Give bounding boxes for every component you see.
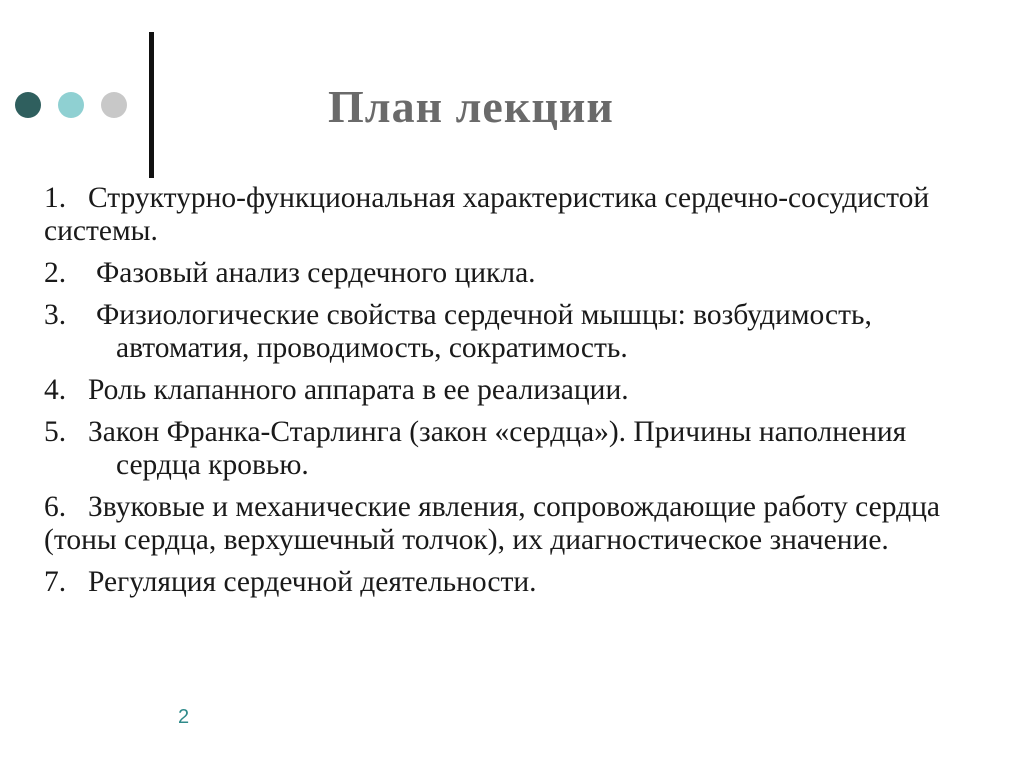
lecture-plan-list [44, 182, 984, 608]
page-number: 2 [178, 706, 190, 728]
list-item [44, 416, 984, 482]
list-item-number: 2. [44, 257, 67, 289]
dark-teal-dot-icon [15, 92, 41, 118]
list-item-number: 7. [44, 566, 67, 598]
list-item-text: Фазовый анализ сердечного цикла. [96, 257, 536, 289]
list-item [44, 299, 984, 365]
list-item-text: Звуковые и механические явления, сопровождающие работу сердца (тоны сердца, верхушечный толчок), их диагностическое значение. [44, 491, 940, 556]
slide-title: План лекции [328, 81, 614, 132]
list-item-number: 1. [44, 182, 67, 214]
list-item-text: Регуляция сердечной деятельности. [88, 566, 537, 598]
list-item-text: Роль клапанного аппарата в ее реализации. [88, 374, 629, 406]
list-item-number: 3. [44, 299, 67, 331]
list-item-text: Закон Франка-Старлинга (закон «сердца»). Причины наполнения сердца кровью. [88, 416, 907, 481]
list-item [44, 566, 984, 599]
light-teal-dot-icon [58, 92, 84, 118]
list-item [44, 491, 984, 557]
list-item-number: 4. [44, 374, 67, 406]
list-item-text: Структурно-функциональная характеристика сердечно-сосудистой системы. [44, 182, 930, 247]
list-item-number: 6. [44, 491, 67, 523]
list-item [44, 374, 984, 407]
list-item-number: 5. [44, 416, 67, 448]
list-item [44, 182, 984, 248]
list-item-text: Физиологические свойства сердечной мышцы: возбудимость, автоматия, проводимость, сократимость. [96, 299, 872, 364]
list-item [44, 257, 984, 290]
vertical-divider [149, 32, 154, 178]
gray-dot-icon [101, 92, 127, 118]
